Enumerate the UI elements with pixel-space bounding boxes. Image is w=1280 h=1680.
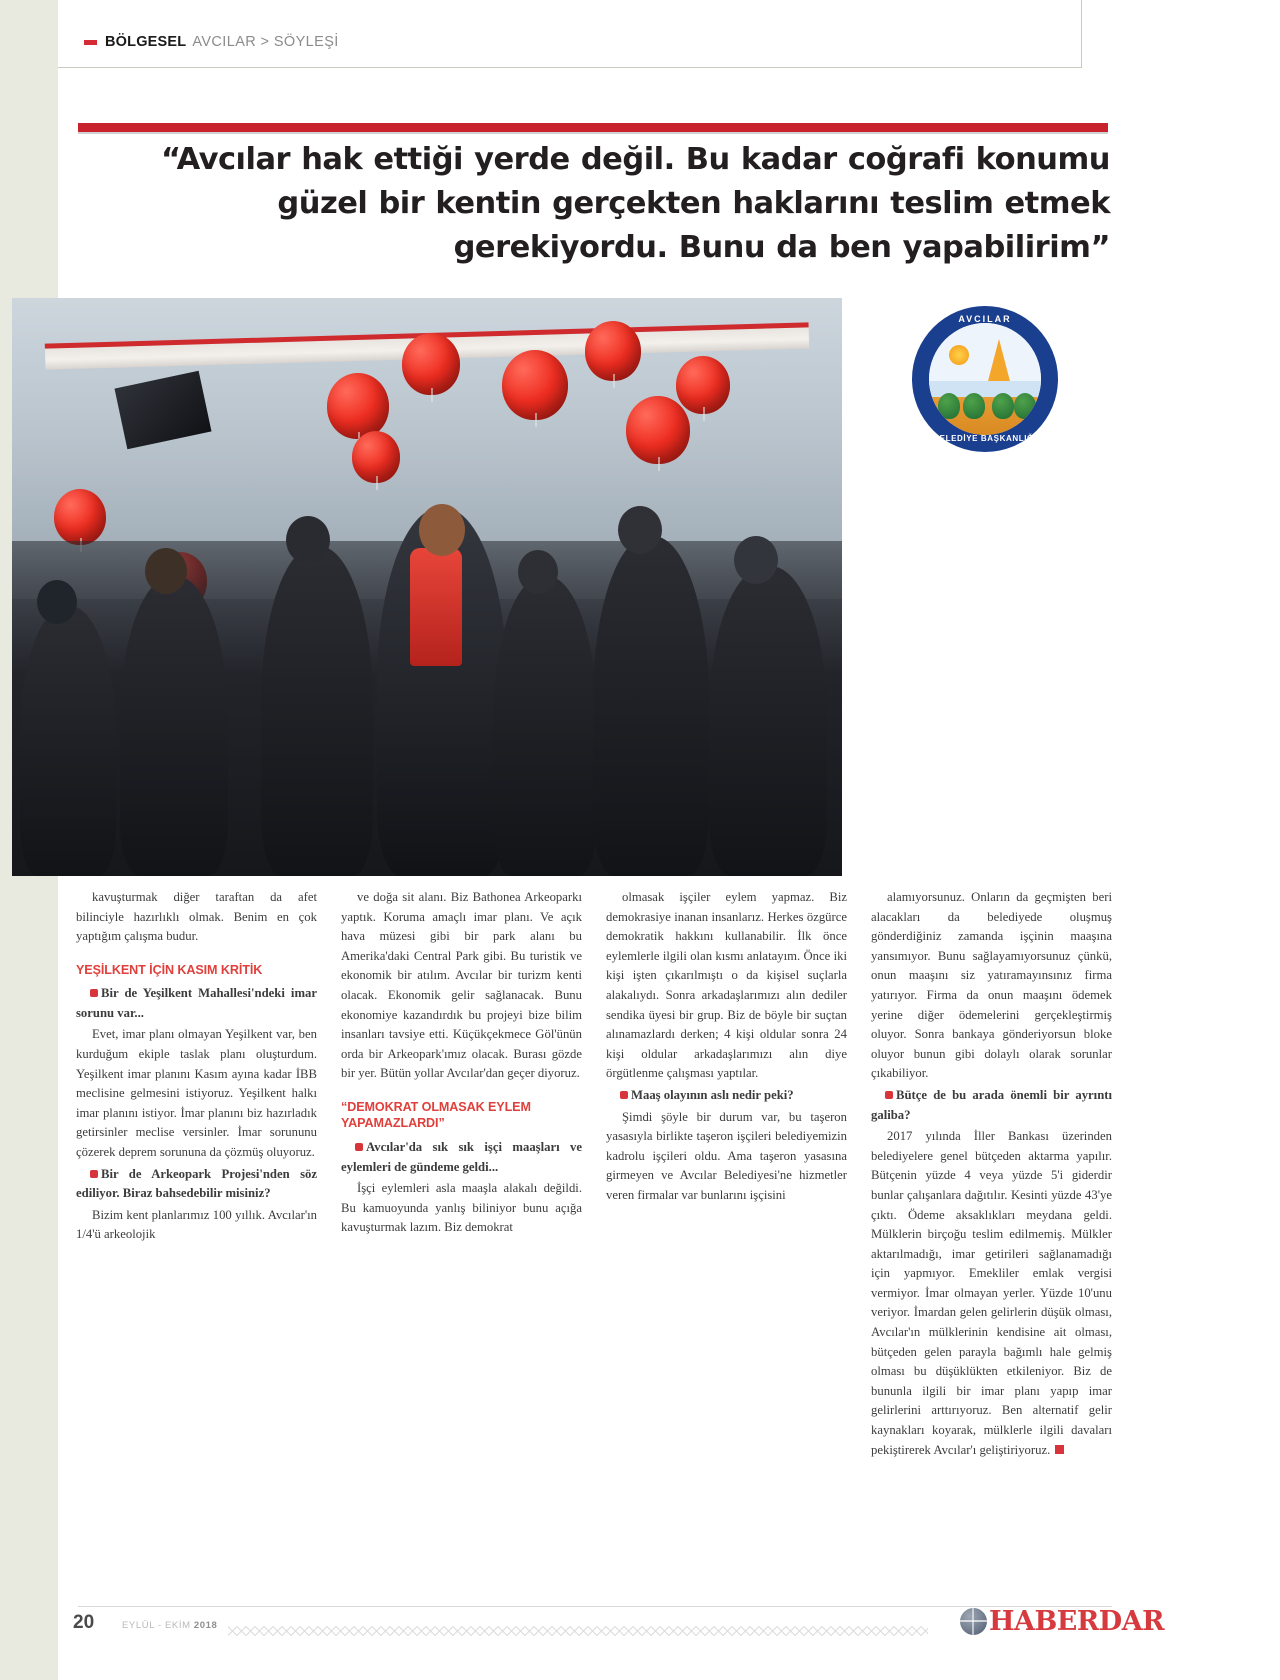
article-column: [871, 888, 1112, 1462]
footer-rule: [78, 1606, 1112, 1607]
photo-red-scarf: [410, 548, 462, 666]
article-photo: [12, 298, 842, 876]
section-heading: YEŞİLKENT İÇİN KASIM KRİTİK: [76, 962, 263, 977]
question-bullet-icon: [885, 1091, 893, 1099]
interview-question: [76, 1165, 317, 1204]
question-text: Bir de Arkeopark Projesi'nden söz ediliyor. Biraz bahsedebilir misiniz?: [76, 1166, 317, 1201]
body-paragraph: [341, 1179, 582, 1238]
photo-person-head: [286, 516, 330, 564]
balloon-icon: [352, 431, 400, 483]
photo-person-head: [37, 580, 77, 624]
section-heading: “DEMOKRAT OLMASAK EYLEM YAPAMAZLARDI”: [341, 1099, 531, 1131]
article-column: [606, 888, 847, 1462]
article-column: [341, 888, 582, 1462]
body-text: 2017 yılında İller Bankası üzerinden belediyelere genel bütçeden aktarma yapılır. Bütçenin yüzde 4 veya yüzde 5'i giderdir bunlar çalışanlara dağıtılır. Kesinti yüzde 43'ye çıktı. Ödeme aksaklıkları meydana geldi. Mülklerin birçoğu teslim edilmemiş. Mülkler aktarılmadığı, imar getirileri sağlanamadığı için yapmıyor. Emekliler emlak vergisi vermiyor. İmar olmayan yerler. Yüzde 10'unu veriyor. İmardan gelen gelirlerin düşük olması, Avcılar'ın mülklerinin kendisine ait olması, bütçeden gelen parayla bağımlı hale gelmiş olması bu düşüklükten etkileniyor. Biz de bununla ilgili bir imar planı yapıp imar gelirlerini arttırıyoruz. Ben alternatif gelir kaynakları koyarak, mülklerle ilgili davaları pekiştirerek Avcılar'ı geliştiriyoruz.: [871, 1129, 1112, 1457]
photo-main-subject-head: [419, 504, 465, 556]
question-bullet-icon: [620, 1091, 628, 1099]
article-columns: [76, 888, 1112, 1462]
photo-person: [120, 576, 228, 876]
body-paragraph: [341, 888, 582, 1084]
question-bullet-icon: [90, 1170, 98, 1178]
body-paragraph: [871, 1127, 1112, 1460]
question-text: Avcılar'da sık sık işçi maaşları ve eylemleri de gündeme geldi...: [341, 1139, 582, 1174]
interview-question: [871, 1086, 1112, 1125]
footer-year: 2018: [193, 1620, 218, 1631]
article-column: [76, 888, 317, 1462]
body-paragraph: [871, 888, 1112, 1084]
body-text: İşçi eylemleri asla maaşla alakalı değildi. Bu kamuoyunda yanlış biliniyor bunu açığa kavuşturmak lazım. Biz demokrat: [341, 1181, 582, 1235]
question-text: Bütçe de bu arada önemli bir ayrıntı galiba?: [871, 1087, 1112, 1122]
brand-logo: [960, 1606, 1164, 1637]
body-text: kavuşturmak diğer taraftan da afet bilinciyle hazırlıklı olmak. Benim en çok yaptığım çalışma budur.: [76, 890, 317, 944]
balloon-icon: [402, 333, 460, 395]
body-text: olmasak işçiler eylem yapmaz. Biz demokrasiye inanan insanlarız. Herkes özgürce demokratik hakkını kullanabilir. İlk önce eylemlerle ilgili olan kısmı anlatayım. Önce iki kişi işten çıkarılmıştı o da kişisel suçlarla alakalıydı. Sonra arkadaşlarımızı alın dediler sendika üyesi bir grup. Biz de böyle bir suçtan alınamazlardı derken; 4 kişi oldular sonra 24 kişi oldular arkadaşlarımızı alın diye örgütlenme çalışması yaptılar.: [606, 890, 847, 1081]
logo-ring-text: [912, 306, 1058, 452]
body-text: Evet, imar planı olmayan Yeşilkent var, ben kurduğum ekiple taslak planı oluşturdum. Yeşilkent imar planını Kasım ayına kadar İBB meclisine gelmesini istiyoruz. Yeşilkent halkı imar planını istiyor. İmar planını biz hazırladık getirsinler meclise versinler. İmar sorununu çözerek deprem sorununa da çözmüş oluyoruz.: [76, 1027, 317, 1160]
balloon-icon: [54, 489, 106, 545]
body-paragraph: [606, 1108, 847, 1206]
footer-zigzag: [228, 1626, 928, 1636]
question-text: Maaş olayının aslı nedir peki?: [631, 1087, 794, 1102]
question-text: Bir de Yeşilkent Mahallesi'ndeki imar sorunu var...: [76, 986, 317, 1020]
question-bullet-icon: [355, 1143, 363, 1151]
municipality-logo: [912, 306, 1058, 452]
interview-question: [76, 984, 317, 1023]
body-text: ve doğa sit alanı. Biz Bathonea Arkeoparkı yaptık. Koruma amaçlı imar planı. Ve açık hava müzesi gibi bir park alanı bu Amerika'daki Central Park gibi. Bu turistik ve ekonomik bir atılım. Avcılar bir turizm kenti olacak. Ekonomik gelir sağlanacak. Bunu ekonomiye kazandırdık bu projeyi bize bilim insanları tavsiye etti. Küçükçekmece Göl'ünün orda bir Arkeopark'ımız olacak. Burası gözde bir yer. Bütün yollar Avcılar'dan geçer diyoruz.: [341, 890, 582, 1081]
page-title: “Avcılar hak ettiği yerde değil. Bu kadar coğrafi konumu güzel bir kentin gerçekten haklarını teslim etmek gerekiyordu. Bunu da ben yapabilirim”: [160, 142, 1110, 265]
interview-question: [341, 1138, 582, 1177]
page-number: 20: [73, 1612, 95, 1633]
body-paragraph: [76, 888, 317, 947]
balloon-icon: [585, 321, 641, 381]
body-paragraph: [76, 1025, 317, 1162]
article-end-mark: [1055, 1445, 1064, 1454]
photo-person: [709, 566, 827, 876]
photo-person: [20, 606, 116, 876]
footer-date: [122, 1620, 217, 1631]
breadcrumb-trail: AVCILAR > SÖYLEŞİ: [192, 34, 339, 50]
photo-person: [593, 536, 709, 876]
dash-icon: [84, 40, 97, 45]
photo-person-head: [618, 506, 662, 554]
photo-person-head: [145, 548, 187, 594]
balloon-icon: [626, 396, 690, 464]
footer-date-label: EYLÜL - EKİM: [122, 1620, 191, 1631]
body-text: Şimdi şöyle bir durum var, bu taşeron yasasıyla birlikte taşeron işçileri belediyemizin kadrolu işçileri oldu. Ama taşeron yasasına girmeyen ve Avcılar Belediyesi'ne hizmetler veren firmalar var bunlarını işçisini: [606, 1109, 847, 1202]
balloon-icon: [502, 350, 568, 420]
logo-ring-top: AVCILAR: [958, 314, 1012, 324]
body-text: Bizim kent planlarımız 100 yıllık. Avcılar'ın 1/4'ü arkeolojik: [76, 1207, 317, 1242]
brand-name: HABERDAR: [989, 1606, 1165, 1637]
balloon-icon: [676, 356, 730, 414]
breadcrumb: [84, 34, 339, 50]
balloon-icon: [327, 373, 389, 439]
body-paragraph: [76, 1206, 317, 1245]
headline-rule: [78, 123, 1108, 132]
interview-question: [606, 1086, 847, 1106]
photo-person: [493, 576, 597, 876]
breadcrumb-category: BÖLGESEL: [105, 34, 187, 50]
body-paragraph: [606, 888, 847, 1084]
globe-icon: [960, 1608, 987, 1635]
photo-person: [261, 546, 373, 876]
logo-ring-bottom: BELEDİYE BAŞKANLIĞI: [933, 434, 1037, 443]
body-text: alamıyorsunuz. Onların da geçmişten beri alacakları da belediyede oluşmuş gönderdiğiniz zamanda işçinin maaşına yansımıyor. Bunu sağlayamıyorsunuz çünkü, onun maaşını siz yatıramayınsınız firma yatırıyor. Firma da onun maaşını ödemek yerine diğer ödemelerini gerçekleştirmiş oluyor. Sonra bankaya gönderiyorsun bloke oluyor bunun gibi dolaylı olarak sorunlar çıkabiliyor.: [871, 890, 1112, 1081]
photo-person-head: [734, 536, 778, 584]
question-bullet-icon: [90, 989, 98, 997]
